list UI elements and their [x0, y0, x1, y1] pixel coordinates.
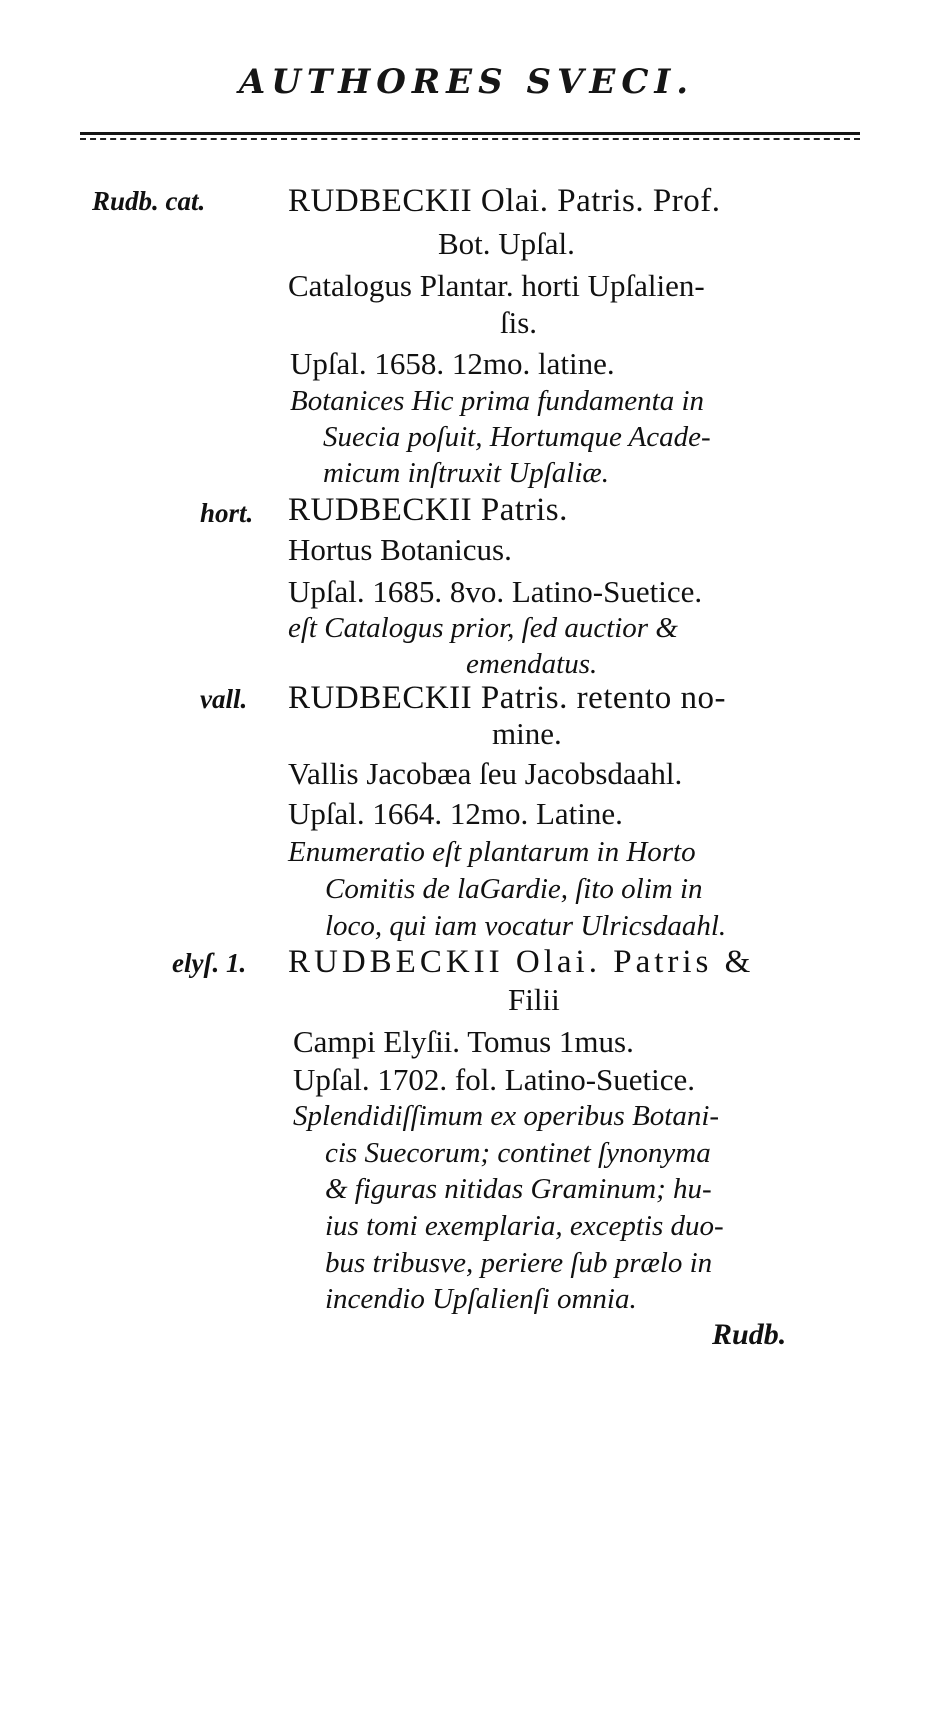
catchword: Rudb.	[712, 1318, 787, 1351]
entry-note: Splendidiſſimum ex operibus Botani-	[293, 1100, 720, 1132]
entry-line: mine.	[492, 716, 562, 751]
entry-line: Filii	[508, 982, 560, 1017]
entry-note: loco, qui iam vocatur Ulricsdaahl.	[325, 910, 727, 942]
entry-note: micum inſtruxit Upſaliæ.	[323, 457, 609, 489]
entry-imprint: Upſal. 1685. 8vo. Latino-Suetice.	[288, 574, 703, 609]
entry-siglum: elyſ. 1.	[172, 948, 247, 978]
entry-title: Campi Elyſii. Tomus 1mus.	[293, 1024, 634, 1059]
entry-note: & figuras nitidas Graminum; hu-	[325, 1173, 712, 1205]
entry-title: Hortus Botanicus.	[288, 532, 512, 567]
entry-siglum: hort.	[200, 498, 254, 528]
entry-imprint: Upſal. 1664. 12mo. Latine.	[288, 796, 623, 831]
entry-note: Enumeratio eſt plantarum in Horto	[288, 836, 696, 868]
entry-imprint: Upſal. 1658. 12mo. latine.	[290, 346, 615, 381]
entry-siglum: Rudb. cat.	[92, 186, 206, 216]
entry-note: ius tomi exemplaria, exceptis duo-	[325, 1210, 724, 1242]
entry-note: emendatus.	[466, 648, 598, 680]
head-rule	[80, 132, 860, 135]
entry-author: RUDBECKII Olai. Patris. Prof.	[288, 183, 721, 219]
entry-note: incendio Upſalienſi omnia.	[325, 1283, 637, 1315]
entry-note: eſt Catalogus prior, ſed auctior &	[288, 612, 678, 644]
entry-line: ſis.	[500, 305, 538, 340]
entry-author: RUDBECKII Olai. Patris &	[288, 944, 755, 980]
entry-note: cis Suecorum; continet ſynonyma	[325, 1137, 711, 1169]
entry-siglum: vall.	[200, 684, 248, 714]
entry-author: RUDBECKII Patris. retento no-	[288, 680, 726, 716]
entry-line: Bot. Upſal.	[438, 226, 575, 261]
running-head: AUTHORES SVECI.	[238, 62, 695, 102]
entry-imprint: Upſal. 1702. fol. Latino-Suetice.	[293, 1062, 696, 1097]
entry-note: Botanices Hic prima fundamenta in	[290, 385, 705, 417]
entry-author: RUDBECKII Patris.	[288, 492, 568, 528]
entry-title: Catalogus Plantar. horti Upſalien-	[288, 268, 705, 303]
entry-title: Vallis Jacobæa ſeu Jacobsdaahl.	[288, 756, 683, 791]
head-rule-dashed	[80, 138, 860, 140]
entry-note: bus tribusve, periere ſub prælo in	[325, 1247, 713, 1279]
entry-note: Suecia poſuit, Hortumque Acade-	[323, 421, 711, 453]
entry-note: Comitis de laGardie, ſito olim in	[325, 873, 703, 905]
